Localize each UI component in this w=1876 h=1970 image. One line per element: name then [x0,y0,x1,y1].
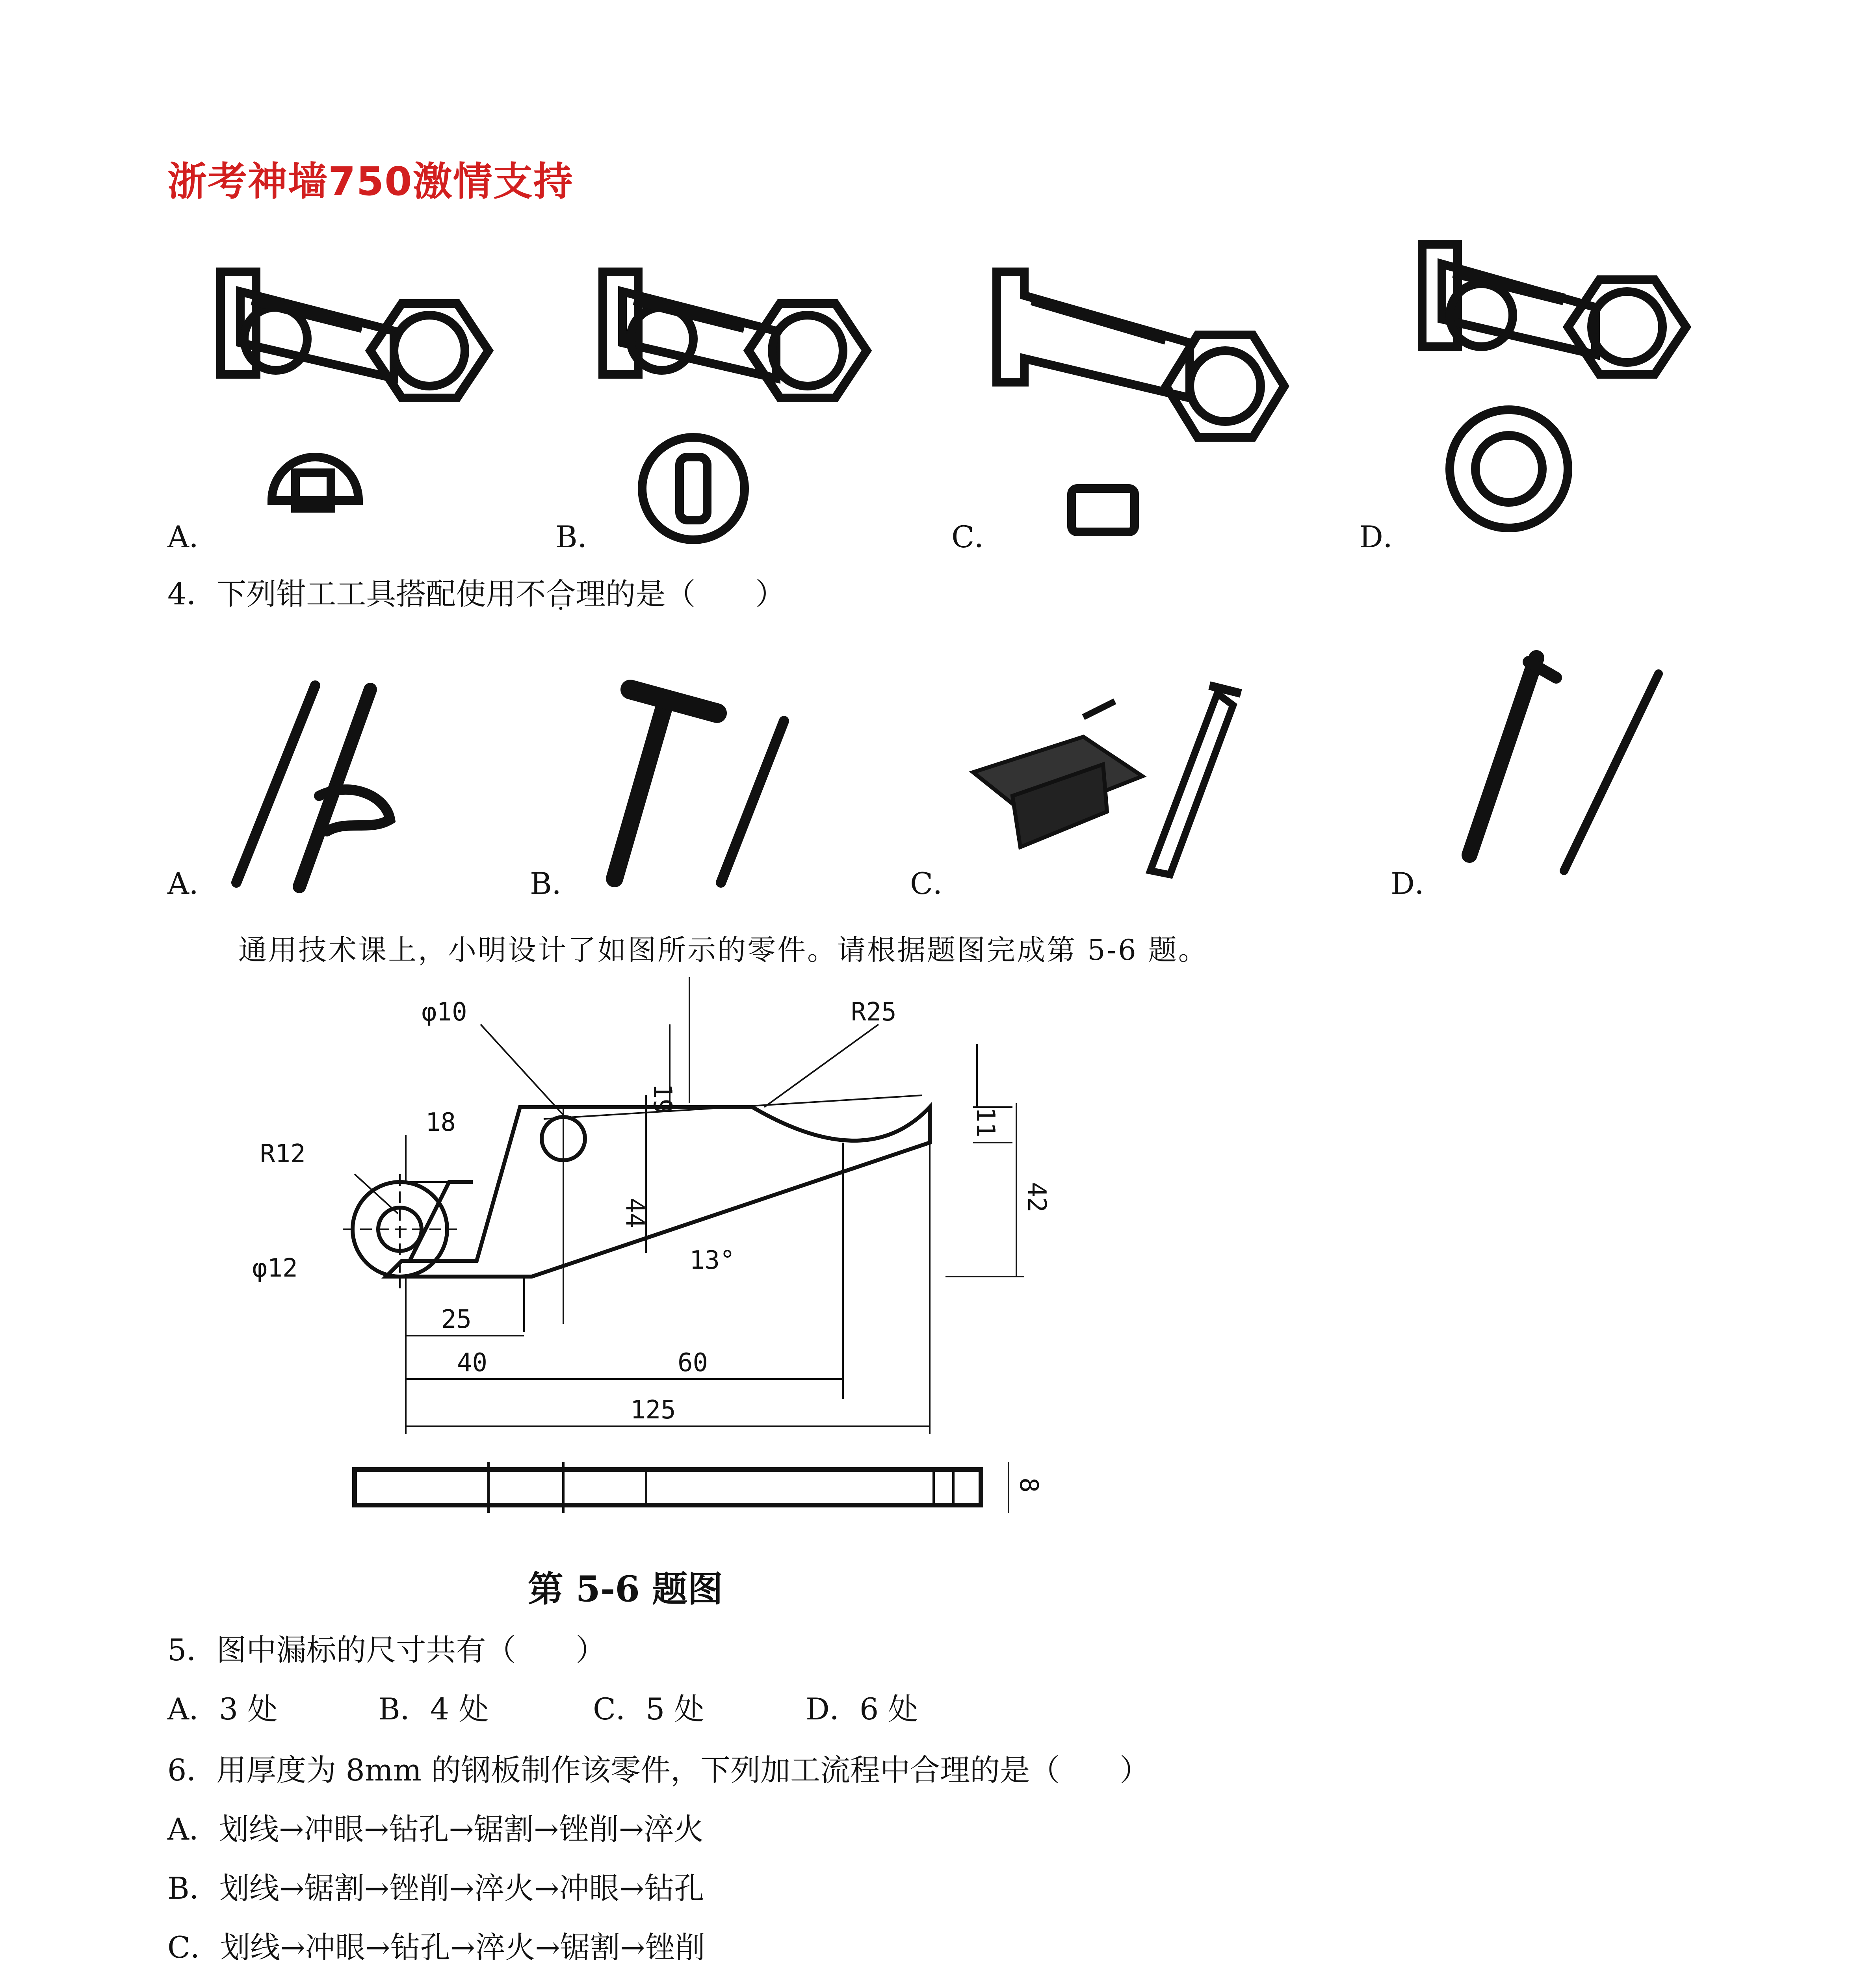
part-drawing [236,977,1064,1623]
q4-option-c-label: C． [910,866,963,901]
vise-and-hacksaw-icon [965,670,1257,890]
q5-option-c: C．5 处 [593,1691,704,1727]
label-dim40: 40 [457,1348,488,1377]
q5-option-d: D．6 处 [806,1691,918,1727]
q5-option-b: B．4 处 [378,1691,489,1727]
q4-option-c-figure [965,670,1257,890]
bolt-nut-b-icon [591,244,890,544]
q4-stem-suffix: 的是（ ） [606,576,786,611]
brush-and-file-icon [1438,650,1682,886]
q6-option-c: C．划线→冲眼→钻孔→淬火→锯割→锉削 [167,1930,705,1965]
q4-option-d-label: D． [1391,866,1445,901]
q4-option-b-label: B． [530,866,582,901]
part-drawing-svg [236,977,1064,1623]
label-dim19: 19 [648,1084,677,1114]
q3-option-a-label: A． [167,519,219,554]
bolt-nut-c-icon [985,256,1308,548]
figure-caption: 第 5-6 题图 [528,1568,723,1610]
label-dim8: 8 [1014,1478,1043,1493]
q3-option-c-figure [985,256,1308,548]
drill-bits-icon [221,678,441,898]
label-dim11: 11 [971,1107,1000,1138]
banner-title: 浙考神墙750激情支持 [167,158,574,204]
q3-option-d-figure [1414,236,1714,552]
bolt-nut-d-icon [1414,236,1714,552]
label-dim44: 44 [620,1198,649,1228]
bolt-nut-a-icon [205,244,504,544]
label-dim42: 42 [1022,1182,1051,1213]
label-angle13: 13° [689,1246,735,1275]
q4-stem [167,576,786,611]
q4-option-a-label: A． [167,866,219,901]
q3-option-b-label: B． [555,519,607,554]
q4-option-b-figure [587,678,808,898]
hammer-and-punch-icon [587,678,808,898]
label-dim60: 60 [678,1348,708,1377]
q5-option-a: A．3 处 [167,1691,278,1727]
label-dim125: 125 [630,1396,676,1425]
q4-option-a-figure [221,678,441,898]
q4-stem-emphasis: 不合理 [516,576,606,611]
label-dim25: 25 [441,1305,472,1334]
label-r25: R25 [851,998,897,1027]
q3-option-b-figure [591,244,890,544]
q3-option-c-label: C． [951,519,1005,554]
label-d10: φ10 [422,998,467,1027]
q3-option-d-label: D． [1359,519,1413,554]
q4-option-d-figure [1438,650,1682,886]
label-dim18: 18 [425,1108,456,1137]
label-d12: φ12 [252,1254,298,1283]
intro-text: 通用技术课上，小明设计了如图所示的零件。请根据题图完成第 5-6 题。 [238,933,1208,966]
q6-option-b: B．划线→锯割→锉削→淬火→冲眼→钻孔 [167,1871,704,1906]
q6-option-a: A．划线→冲眼→钻孔→锯割→锉削→淬火 [167,1812,704,1847]
label-r12: R12 [260,1139,306,1169]
q4-stem-prefix: 4．下列钳工工具搭配使用 [167,576,516,611]
q5-stem: 5．图中漏标的尺寸共有（ ） [167,1632,606,1667]
q6-stem: 6．用厚度为 8mm 的钢板制作该零件，下列加工流程中合理的是（ ） [167,1753,1150,1788]
q3-option-a-figure [205,244,504,544]
